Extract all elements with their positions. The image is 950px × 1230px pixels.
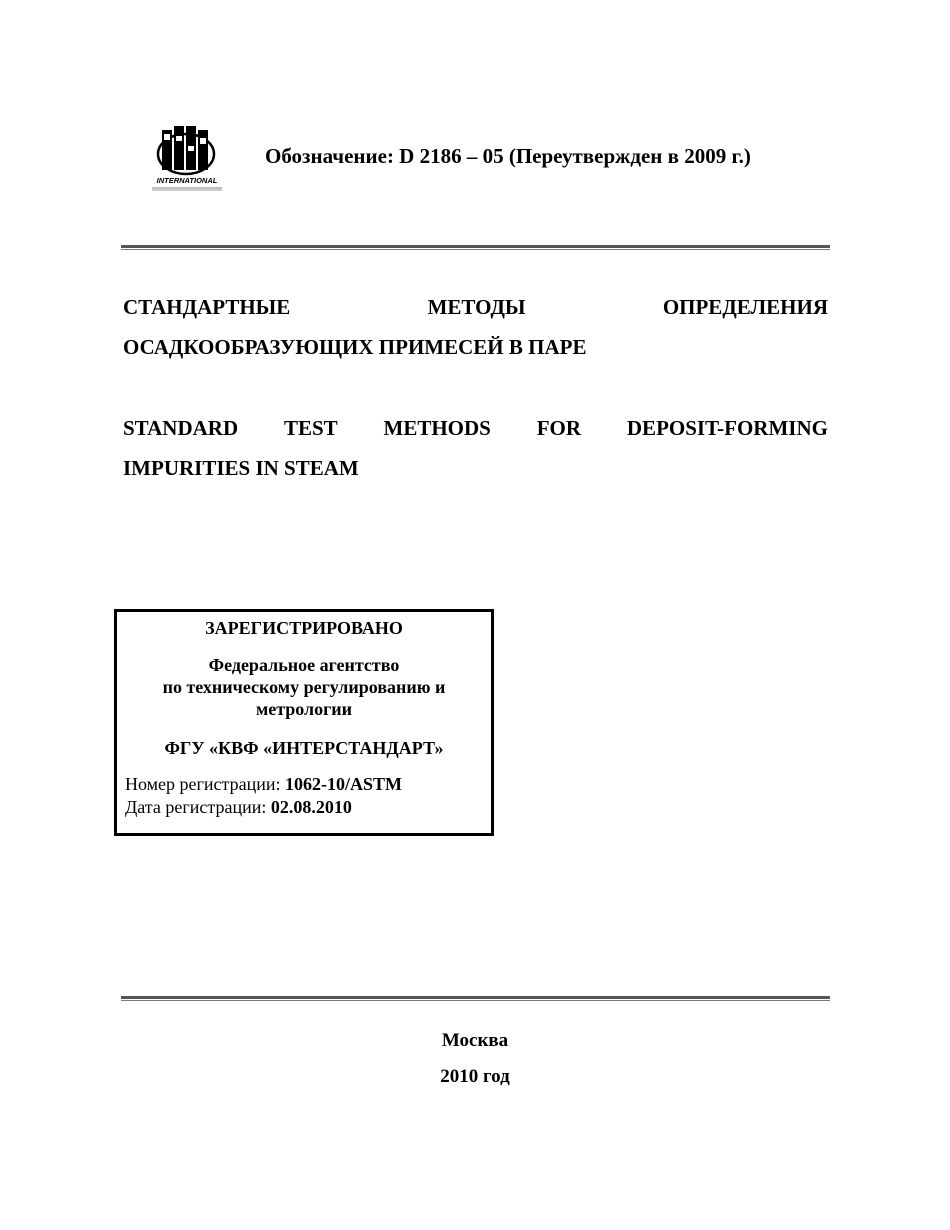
astm-international-logo bbox=[148, 122, 228, 194]
title-english bbox=[123, 408, 828, 488]
registration-stamp bbox=[114, 609, 494, 836]
title-en-line-1 bbox=[123, 408, 828, 448]
title-word: STANDARD bbox=[123, 416, 239, 440]
registration-agency bbox=[117, 654, 491, 720]
title-word: СТАНДАРТНЫЕ bbox=[123, 295, 291, 319]
title-word: DEPOSIT-FORMING bbox=[626, 416, 828, 440]
publication-year: 2010 год bbox=[440, 1066, 510, 1087]
registration-date bbox=[125, 797, 352, 818]
logo-subtext: INTERNATIONAL bbox=[156, 176, 218, 185]
registration-number bbox=[125, 774, 402, 795]
registration-number-value: 1062-10/ASTM bbox=[285, 774, 403, 794]
footer-divider bbox=[121, 996, 830, 1002]
agency-line: метрологии bbox=[255, 699, 353, 719]
registration-number-label: Номер регистрации: bbox=[125, 774, 286, 794]
astm-logo-icon bbox=[148, 122, 228, 194]
registration-organization: ФГУ «КВФ «ИНТЕРСТАНДАРТ» bbox=[164, 738, 444, 758]
title-russian bbox=[123, 287, 828, 367]
publication-city: Москва bbox=[441, 1030, 509, 1051]
registration-date-label: Дата регистрации: bbox=[125, 797, 271, 817]
title-ru-line-2: ОСАДКООБРАЗУЮЩИХ ПРИМЕСЕЙ В ПАРЕ bbox=[123, 335, 587, 359]
agency-line: Федеральное агентство bbox=[208, 655, 400, 675]
title-word: FOR bbox=[536, 416, 582, 440]
header-divider bbox=[121, 245, 830, 251]
title-word: МЕТОДЫ bbox=[427, 295, 526, 319]
title-word: TEST bbox=[283, 416, 338, 440]
document-designation: Обозначение: D 2186 – 05 (Переутвержден в 2009 г.) bbox=[265, 144, 751, 168]
title-ru-line-1 bbox=[123, 287, 828, 327]
registration-heading: ЗАРЕГИСТРИРОВАНО bbox=[205, 618, 403, 638]
title-word: ОПРЕДЕЛЕНИЯ bbox=[662, 295, 828, 319]
registration-date-value: 02.08.2010 bbox=[270, 797, 352, 817]
title-word: METHODS bbox=[383, 416, 491, 440]
agency-line: по техническому регулированию и bbox=[162, 677, 446, 697]
title-en-line-2: IMPURITIES IN STEAM bbox=[123, 456, 359, 480]
